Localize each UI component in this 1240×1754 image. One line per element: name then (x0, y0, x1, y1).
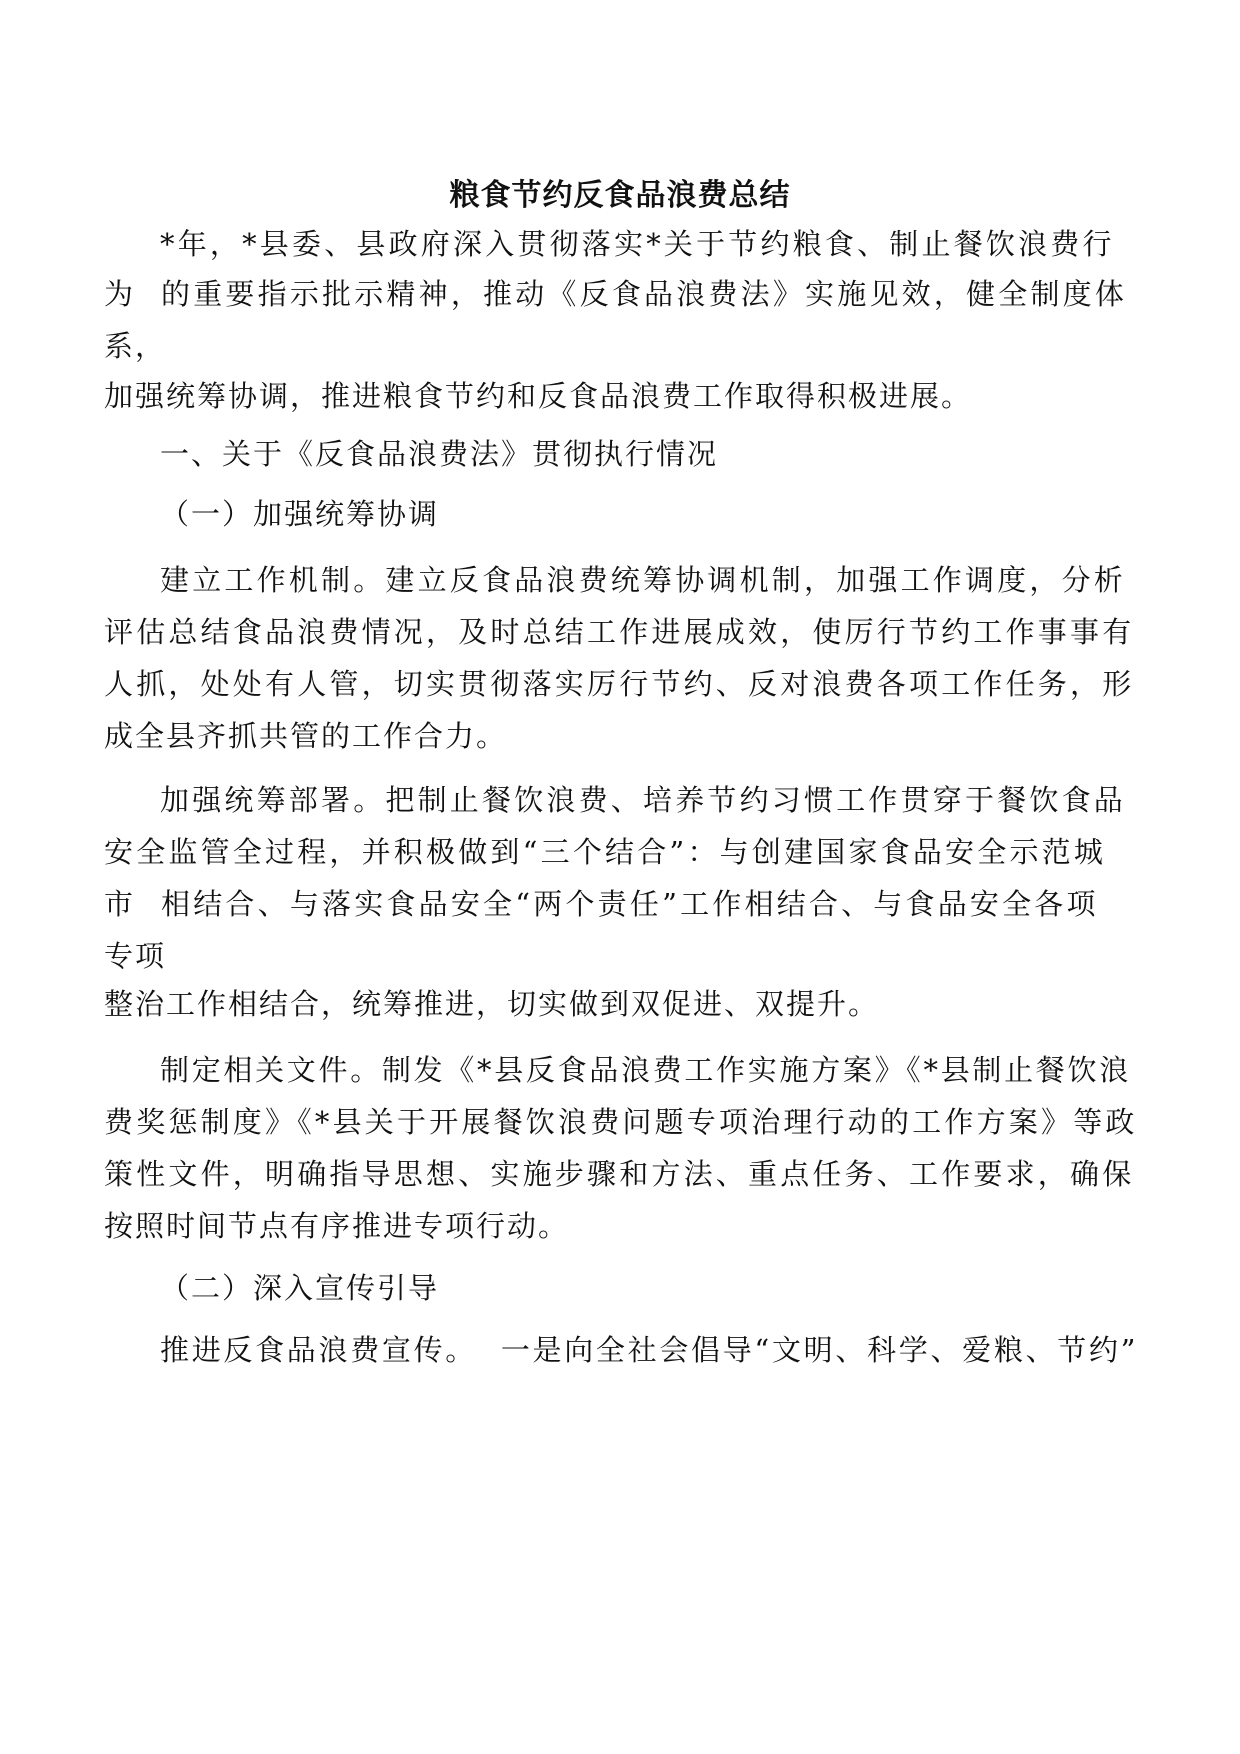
paragraph-line: 人抓，处处有人管，切实贯彻落实厉行节约、反对浪费各项工作任务，形 (104, 667, 1135, 701)
paragraph-line: 加强统筹协调，推进粮食节约和反食品浪费工作取得积极进展。 (104, 379, 973, 413)
document-title: 粮食节约反食品浪费总结 (449, 178, 791, 213)
paragraph-line: 为 的重要指示批示精神，推动《反食品浪费法》实施见效，健全制度体 (104, 277, 1128, 311)
paragraph-line: 安全监管全过程，并积极做到“三个结合”：与创建国家食品安全示范城 (104, 835, 1107, 869)
paragraph-line: 费奖惩制度》《*县关于开展餐饮浪费问题专项治理行动的工作方案》等政 (104, 1105, 1138, 1139)
paragraph-line: 推进反食品浪费宣传。 一是向全社会倡导“文明、科学、爱粮、节约” (160, 1333, 1139, 1367)
subsection-heading: （一）加强统筹协调 (160, 497, 440, 531)
paragraph-line: 系， (104, 329, 167, 363)
subsection-heading: （二）深入宣传引导 (160, 1271, 440, 1305)
paragraph-line: 整治工作相结合，统筹推进，切实做到双促进、双提升。 (104, 987, 880, 1021)
paragraph-line: 专项 (104, 939, 167, 973)
paragraph-line: 制定相关文件。制发《*县反食品浪费工作实施方案》《*县制止餐饮浪 (160, 1053, 1131, 1087)
paragraph-line: 成全县齐抓共管的工作合力。 (104, 719, 508, 753)
paragraph-line: 加强统筹部署。把制止餐饮浪费、培养节约习惯工作贯穿于餐饮食品 (160, 783, 1127, 817)
paragraph-line: 评估总结食品浪费情况，及时总结工作进展成效，使厉行节约工作事事有 (104, 615, 1135, 649)
paragraph-line: 建立工作机制。建立反食品浪费统筹协调机制，加强工作调度，分析 (160, 563, 1127, 597)
paragraph-line: *年，*县委、县政府深入贯彻落实*关于节约粮食、制止餐饮浪费行 (160, 227, 1115, 261)
paragraph-line: 按照时间节点有序推进专项行动。 (104, 1209, 570, 1243)
paragraph-line: 策性文件，明确指导思想、实施步骤和方法、重点任务、工作要求，确保 (104, 1157, 1135, 1191)
section-heading: 一、关于《反食品浪费法》贯彻执行情况 (160, 437, 719, 471)
paragraph-line: 市 相结合、与落实食品安全“两个责任”工作相结合、与食品安全各项 (104, 887, 1099, 921)
